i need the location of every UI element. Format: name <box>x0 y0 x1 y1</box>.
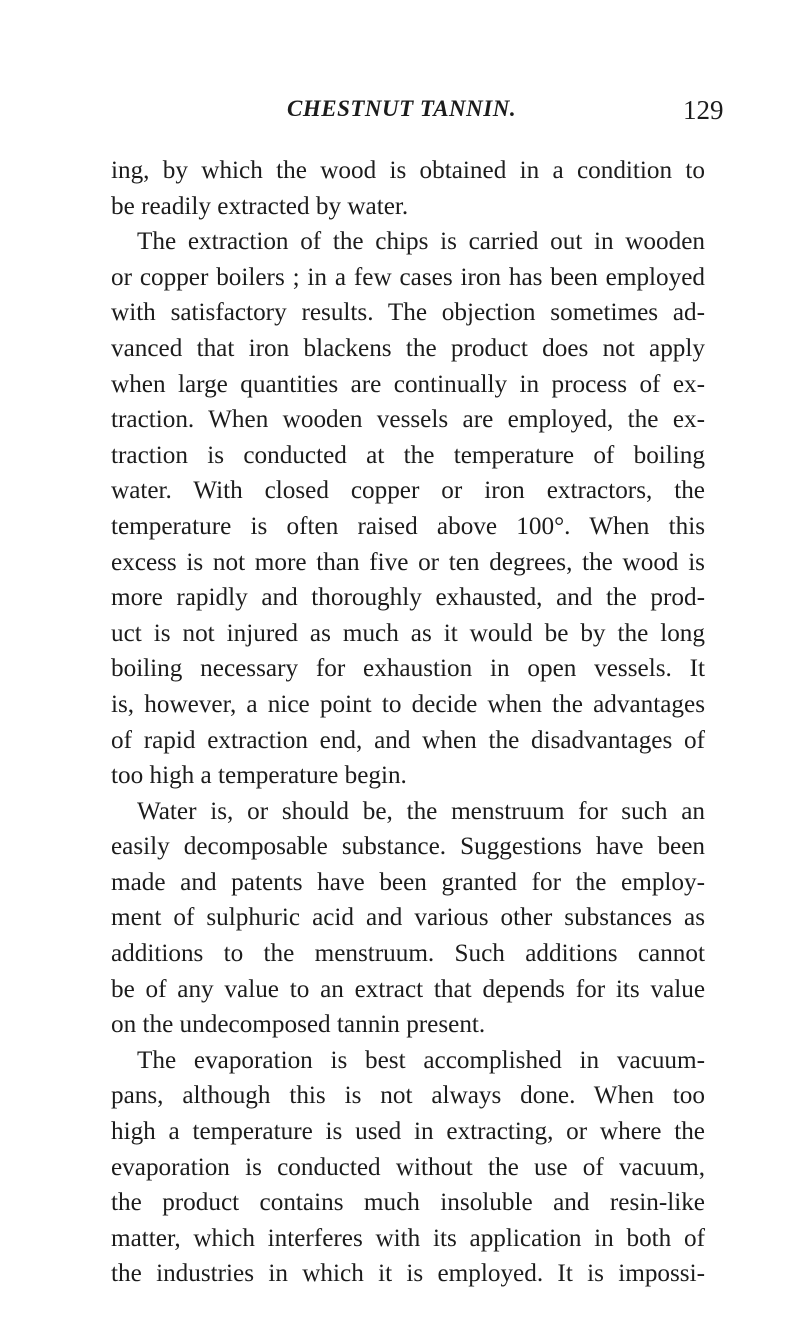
running-head <box>0 96 800 130</box>
text-line: matter, which interferes with its application in both of <box>111 1224 705 1252</box>
text-line: made and patents have been granted for the employ- <box>111 868 705 896</box>
text-line: ing, by which the wood is obtained in a condition to <box>111 157 705 184</box>
paragraph-start-line: The evaporation is best accomplished in vacuum- <box>137 1046 705 1074</box>
text-line: temperature is often raised above 100°. When this <box>111 512 705 540</box>
paragraph-start-line: The extraction of the chips is carried out in wooden <box>137 228 705 256</box>
paragraph-start-line: Water is, or should be, the menstruum for such an <box>137 797 705 825</box>
page-number: 129 <box>683 95 724 125</box>
text-line: of rapid extraction end, and when the disadvantages of <box>111 726 705 754</box>
text-line: with satisfactory results. The objection sometimes ad- <box>111 299 705 327</box>
running-title: CHESTNUT TANNIN. <box>287 96 517 121</box>
text-line: boiling necessary for exhaustion in open vessels. It <box>111 655 705 683</box>
body-text <box>111 153 705 1292</box>
text-line: easily decomposable substance. Suggestions have been <box>111 833 705 861</box>
text-line: vanced that iron blackens the product does not apply <box>111 334 705 362</box>
text-line: more rapidly and thoroughly exhausted, and the prod- <box>111 584 705 612</box>
text-line: the product contains much insoluble and resin-like <box>111 1189 705 1217</box>
text-line: traction. When wooden vessels are employed, the ex- <box>111 406 705 434</box>
text-line: additions to the menstruum. Such additions cannot <box>111 940 705 968</box>
text-line: excess is not more than five or ten degrees, the wood is <box>111 548 705 576</box>
text-line: be of any value to an extract that depends for its value <box>111 975 705 1003</box>
text-line: on the undecomposed tannin present. <box>111 1011 486 1039</box>
text-line: traction is conducted at the temperature of boiling <box>111 441 705 469</box>
text-line: be readily extracted by water. <box>111 192 409 220</box>
text-line: too high a temperature begin. <box>111 762 407 790</box>
text-line: evaporation is conducted without the use of vacuum, <box>111 1153 705 1181</box>
text-line: when large quantities are continually in process of ex- <box>111 370 705 398</box>
text-line: is, however, a nice point to decide when the advantages <box>111 690 705 718</box>
text-line: uct is not injured as much as it would be by the long <box>111 619 705 647</box>
text-line: pans, although this is not always done. When too <box>111 1082 705 1110</box>
text-line: or copper boilers ; in a few cases iron has been employed <box>111 263 705 291</box>
text-line: high a temperature is used in extracting, or where the <box>111 1118 705 1146</box>
text-line: the industries in which it is employed. It is impossi- <box>111 1260 705 1288</box>
text-line: water. With closed copper or iron extractors, the <box>111 477 705 505</box>
text-line: ment of sulphuric acid and various other substances as <box>111 904 705 932</box>
